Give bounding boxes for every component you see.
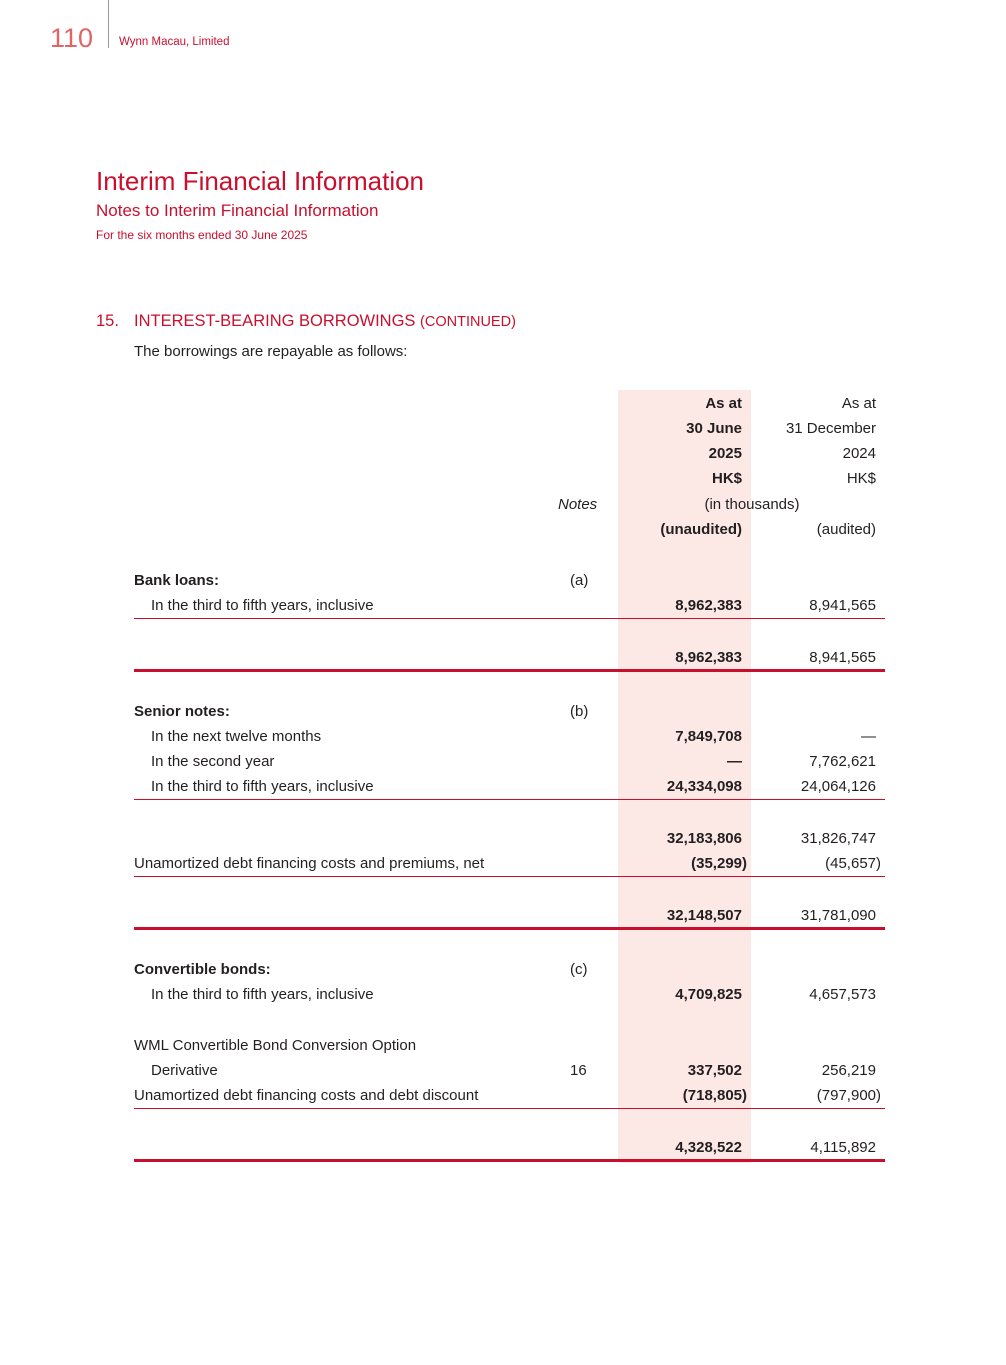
section-continued: (CONTINUED) [420,314,516,330]
rule [134,799,885,800]
senior-notes-row-2-label: In the second year [151,753,275,770]
convertible-unamortized-prior: (797,900) [816,1087,881,1104]
page-title: Interim Financial Information [96,166,425,196]
bank-loans-label: Bank loans: [134,572,220,589]
senior-notes-row-3-prior: 24,064,126 [800,778,876,795]
header-divider [108,0,109,48]
conversion-option-current: 337,502 [687,1062,742,1079]
senior-notes-note: (b) [570,703,589,720]
col-current-line-2: 30 June [686,420,742,437]
status-current: (unaudited) [660,521,742,538]
senior-notes-subtotal-current: 32,183,806 [666,830,742,847]
senior-notes-total-current: 32,148,507 [666,907,742,924]
reporting-period: For the six months ended 30 June 2025 [96,228,308,242]
total-rule [134,1159,885,1162]
conversion-option-prior: 256,219 [821,1062,876,1079]
convertible-bonds-total-current: 4,328,522 [675,1139,742,1156]
col-current-line-1: As at [705,395,742,412]
conversion-option-label: WML Convertible Bond Conversion Option [134,1037,417,1054]
rule [134,618,885,619]
senior-notes-unamortized-label: Unamortized debt financing costs and premiums, net [134,855,485,872]
units-label: (in thousands) [704,496,800,513]
page-subtitle: Notes to Interim Financial Information [96,201,379,220]
bank-loans-note: (a) [570,572,589,589]
convertible-bonds-note: (c) [570,961,588,978]
senior-notes-total-prior: 31,781,090 [800,907,876,924]
senior-notes-unamortized-current: (35,299) [691,855,747,872]
col-prior-line-2: 31 December [785,420,876,437]
rule [134,1108,885,1109]
notes-header: Notes [558,496,598,513]
senior-notes-row-3-label: In the third to fifth years, inclusive [151,778,374,795]
total-rule [134,669,885,672]
senior-notes-unamortized-prior: (45,657) [825,855,881,872]
senior-notes-row-1-prior: — [861,728,876,745]
bank-loans-row-label: In the third to fifth years, inclusive [151,597,374,614]
section-title-text: INTEREST-BEARING BORROWINGS [134,312,416,330]
senior-notes-label: Senior notes: [134,703,230,720]
col-prior-line-3: 2024 [842,445,876,462]
bank-loans-total-prior: 8,941,565 [809,649,876,666]
bank-loans-row-prior: 8,941,565 [809,597,876,614]
convertible-bonds-row-current: 4,709,825 [675,986,742,1003]
senior-notes-subtotal-prior: 31,826,747 [800,830,876,847]
total-rule [134,927,885,930]
senior-notes-row-2-current: — [727,753,742,770]
convertible-unamortized-label: Unamortized debt financing costs and debt discount [134,1087,479,1104]
convertible-bonds-row-label: In the third to fifth years, inclusive [151,986,374,1003]
page-number: 110 [50,23,94,53]
section-intro: The borrowings are repayable as follows: [134,343,408,360]
bank-loans-row-current: 8,962,383 [675,597,742,614]
conversion-option-label-cont: Derivative [151,1062,218,1079]
col-current-line-4: HK$ [711,470,742,487]
senior-notes-row-3-current: 24,334,098 [666,778,742,795]
conversion-option-note: 16 [570,1062,587,1079]
convertible-bonds-label: Convertible bonds: [134,961,271,978]
senior-notes-row-1-current: 7,849,708 [675,728,742,745]
senior-notes-row-2-prior: 7,762,621 [809,753,876,770]
senior-notes-row-1-label: In the next twelve months [151,728,322,745]
rule [134,876,885,877]
col-current-line-3: 2025 [708,445,742,462]
company-name: Wynn Macau, Limited [119,36,230,48]
col-prior-line-1: As at [841,395,876,412]
section-number: 15. [96,312,119,330]
section-title [134,312,516,331]
status-prior: (audited) [816,521,876,538]
convertible-bonds-row-prior: 4,657,573 [809,986,876,1003]
col-prior-line-4: HK$ [846,470,876,487]
bank-loans-total-current: 8,962,383 [675,649,742,666]
convertible-bonds-total-prior: 4,115,892 [810,1139,876,1156]
convertible-unamortized-current: (718,805) [682,1087,747,1104]
